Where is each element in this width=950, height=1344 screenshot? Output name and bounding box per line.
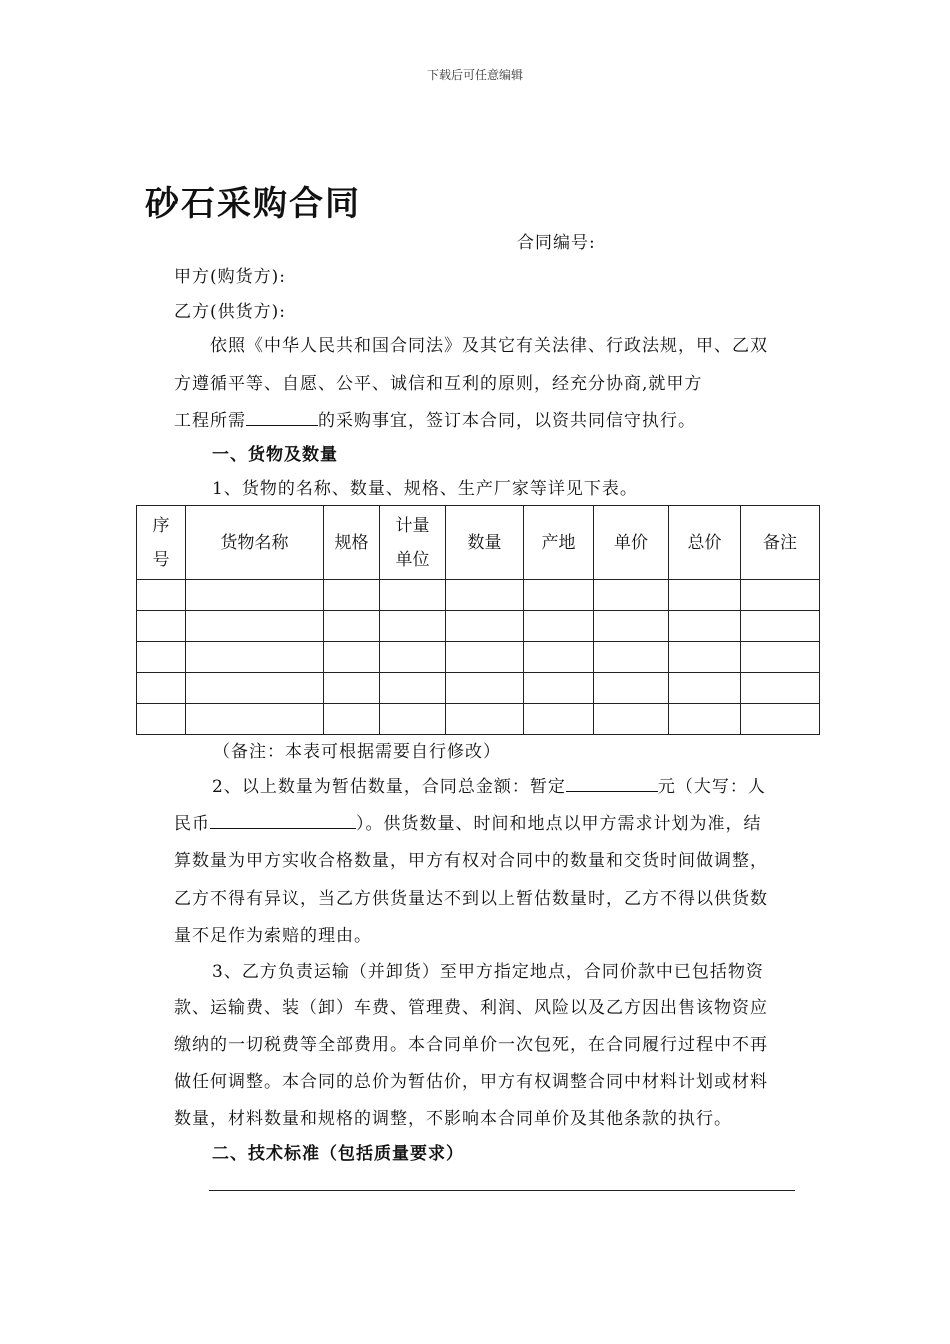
table-row <box>137 673 820 704</box>
header-origin: 产地 <box>524 506 594 580</box>
table-row <box>137 611 820 642</box>
table-cell[interactable] <box>524 673 594 704</box>
table-header-row <box>137 506 820 580</box>
item-3-line-5: 数量，材料数量和规格的调整，不影响本合同单价及其他条款的执行。 <box>174 1109 732 1129</box>
document-title: 砂石采购合同 <box>145 184 361 224</box>
table-cell[interactable] <box>186 704 324 735</box>
table-cell[interactable] <box>446 611 524 642</box>
table-cell[interactable] <box>594 611 669 642</box>
table-cell[interactable] <box>324 704 380 735</box>
header-spec: 规格 <box>324 506 380 580</box>
table-cell[interactable] <box>324 611 380 642</box>
header-unit: 计量 单位 <box>380 506 446 580</box>
header-remarks: 备注 <box>741 506 820 580</box>
header-index: 序 号 <box>137 506 186 580</box>
intro-line-3 <box>174 406 696 431</box>
table-cell[interactable] <box>524 580 594 611</box>
item-3-line-1: 3、乙方负责运输（并卸货）至甲方指定地点，合同价款中已包括物资 <box>212 962 764 982</box>
table-cell[interactable] <box>324 642 380 673</box>
technical-standard-blank-line[interactable] <box>209 1190 795 1191</box>
table-cell[interactable] <box>137 704 186 735</box>
table-cell[interactable] <box>594 580 669 611</box>
item-3-line-4: 做任何调整。本合同的总价为暂估价，甲方有权调整合同中材料计划或材料 <box>174 1072 768 1092</box>
item-2-line-1-text: 2、以上数量为暂估数量，合同总金额：暂定 <box>212 777 566 797</box>
table-cell[interactable] <box>380 704 446 735</box>
project-material-blank[interactable] <box>246 407 318 426</box>
table-cell[interactable] <box>741 673 820 704</box>
party-a-label: 甲方(购货方): <box>174 267 286 287</box>
item-3-line-3: 缴纳的一切税费等全部费用。本合同单价一次包死，在合同履行过程中不再 <box>174 1035 768 1055</box>
table-cell[interactable] <box>669 642 741 673</box>
table-remark: （备注：本表可根据需要自行修改） <box>213 742 501 762</box>
item-2-line-2-text: 民币 <box>174 814 210 834</box>
table-cell[interactable] <box>137 642 186 673</box>
table-cell[interactable] <box>594 673 669 704</box>
table-cell[interactable] <box>446 673 524 704</box>
table-cell[interactable] <box>741 580 820 611</box>
table-cell[interactable] <box>669 704 741 735</box>
table-cell[interactable] <box>446 642 524 673</box>
table-cell[interactable] <box>137 611 186 642</box>
table-cell[interactable] <box>524 611 594 642</box>
item-2-line-1 <box>212 772 766 797</box>
intro-line-1: 依照《中华人民共和国合同法》及其它有关法律、行政法规，甲、乙双 <box>210 336 768 356</box>
table-cell[interactable] <box>324 580 380 611</box>
intro-line-3-text: 工程所需 <box>174 411 246 431</box>
table-cell[interactable] <box>741 642 820 673</box>
table-row <box>137 580 820 611</box>
section-2-title: 二、技术标准（包括质量要求） <box>212 1144 464 1164</box>
page-header-note: 下载后可任意编辑 <box>426 68 523 82</box>
table-cell[interactable] <box>669 611 741 642</box>
table-cell[interactable] <box>524 642 594 673</box>
table-cell[interactable] <box>186 611 324 642</box>
table-cell[interactable] <box>446 704 524 735</box>
table-cell[interactable] <box>324 673 380 704</box>
table-cell[interactable] <box>594 642 669 673</box>
party-b-label: 乙方(供货方): <box>174 302 286 322</box>
table-cell[interactable] <box>380 580 446 611</box>
item-2-line-4: 乙方不得有异议，当乙方供货量达不到以上暂估数量时，乙方不得以供货数 <box>174 889 768 909</box>
table-cell[interactable] <box>380 642 446 673</box>
item-2-line-1-tail: 元（大写：人 <box>657 777 766 797</box>
table-cell[interactable] <box>137 580 186 611</box>
table-row <box>137 642 820 673</box>
contract-number-label: 合同编号: <box>517 233 596 253</box>
header-unit-price: 单价 <box>594 506 669 580</box>
header-quantity: 数量 <box>446 506 524 580</box>
item-2-line-2 <box>174 809 762 834</box>
table-cell[interactable] <box>137 673 186 704</box>
table-cell[interactable] <box>669 580 741 611</box>
table-cell[interactable] <box>669 673 741 704</box>
goods-table <box>136 505 820 735</box>
table-cell[interactable] <box>446 580 524 611</box>
item-2-line-2-tail: ）。供货数量、时间和地点以甲方需求计划为准，结 <box>356 814 762 834</box>
header-goods-name: 货物名称 <box>186 506 324 580</box>
total-amount-blank[interactable] <box>566 773 658 792</box>
table-cell[interactable] <box>741 704 820 735</box>
item-3-line-2: 款、运输费、装（卸）车费、管理费、利润、风险以及乙方因出售该物资应 <box>174 998 768 1018</box>
amount-in-words-blank[interactable] <box>210 810 356 829</box>
header-total-price: 总价 <box>669 506 741 580</box>
table-cell[interactable] <box>741 611 820 642</box>
table-cell[interactable] <box>186 580 324 611</box>
table-row <box>137 704 820 735</box>
intro-line-2: 方遵循平等、自愿、公平、诚信和互利的原则，经充分协商,就甲方 <box>174 374 703 394</box>
item-1-text: 1、货物的名称、数量、规格、生产厂家等详见下表。 <box>212 479 638 499</box>
section-1-title: 一、货物及数量 <box>212 445 338 465</box>
table-cell[interactable] <box>186 642 324 673</box>
table-cell[interactable] <box>186 673 324 704</box>
table-cell[interactable] <box>524 704 594 735</box>
table-cell[interactable] <box>594 704 669 735</box>
table-cell[interactable] <box>380 673 446 704</box>
table-cell[interactable] <box>380 611 446 642</box>
item-2-line-5: 量不足作为索赔的理由。 <box>174 926 372 946</box>
intro-line-3-tail: 的采购事宜，签订本合同，以资共同信守执行。 <box>318 411 696 431</box>
item-2-line-3: 算数量为甲方实收合格数量，甲方有权对合同中的数量和交货时间做调整， <box>174 851 768 871</box>
